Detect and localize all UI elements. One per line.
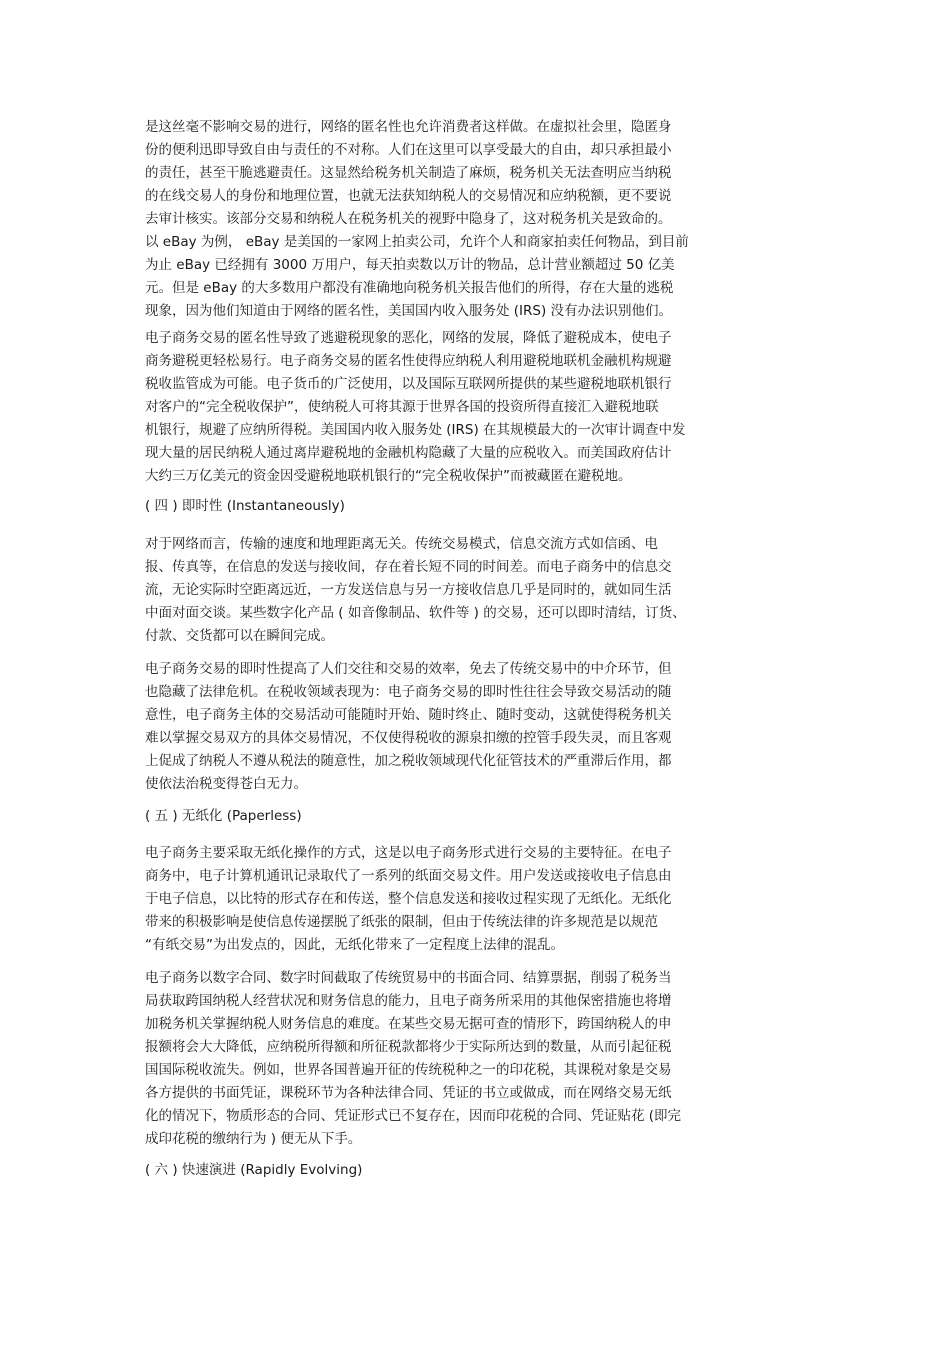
text-line: 是这丝毫不影响交易的进行，网络的匿名性也允许消费者这样做。在虚拟社会里，隐匿身 — [145, 119, 672, 135]
text-line: 意性，电子商务主体的交易活动可能随时开始、随时终止、随时变动，这就使得税务机关 — [145, 707, 672, 723]
text-line: 为止 eBay 已经拥有 3000 万用户，每天拍卖数以万计的物品，总计营业额超过 50 亿美 — [145, 257, 675, 273]
text-line: 电子商务以数字合同、数字时间截取了传统贸易中的书面合同、结算票据，削弱了税务当 — [145, 970, 672, 986]
text-line: 的责任，甚至干脆逃避责任。这显然给税务机关制造了麻烦，税务机关无法查明应当纳税 — [145, 165, 672, 181]
text-line: 中面对面交谈。某些数字化产品 ( 如音像制品、软件等 ) 的交易，还可以即时清结，订货、 — [145, 605, 686, 621]
text-line: 使依法治税变得苍白无力。 — [145, 776, 307, 792]
text-line: 去审计核实。该部分交易和纳税人在税务机关的视野中隐身了，这对税务机关是致命的。 — [145, 211, 672, 227]
text-line: 大约三万亿美元的资金因受避税地联机银行的“完全税收保护”而被藏匿在避税地。 — [145, 468, 632, 484]
text-line: 份的便利迅即导致自由与责任的不对称。人们在这里可以享受最大的自由，却只承担最小 — [145, 142, 672, 158]
text-line: 于电子信息，以比特的形式存在和传送，整个信息发送和接收过程实现了无纸化。无纸化 — [145, 891, 672, 907]
text-line: 商务中，电子计算机通讯记录取代了一系列的纸面交易文件。用户发送或接收电子信息由 — [145, 868, 672, 884]
text-line: 税收监管成为可能。电子货币的广泛使用，以及国际互联网所提供的某些避税地联机银行 — [145, 376, 672, 392]
paragraph-paperless-1 — [145, 842, 672, 957]
paragraph-instantaneous-2 — [145, 658, 672, 796]
text-line: “有纸交易”为出发点的，因此，无纸化带来了一定程度上法律的混乱。 — [145, 937, 564, 953]
text-line: 报额将会大大降低，应纳税所得额和所征税款都将少于实际所达到的数量，从而引起征税 — [145, 1039, 672, 1055]
paragraph-anonymity-ebay — [145, 116, 689, 323]
paragraph-instantaneous-1 — [145, 533, 686, 648]
text-line: 化的情况下，物质形态的合同、凭证形式已不复存在，因而印花税的合同、凭证贴花 (即完 — [145, 1108, 682, 1124]
text-line: 国国际税收流失。例如，世界各国普遍开征的传统税种之一的印花税，其课税对象是交易 — [145, 1062, 672, 1078]
text-line: 对客户的“完全税收保护”，使纳税人可将其源于世界各国的投资所得直接汇入避税地联 — [145, 399, 659, 415]
text-line: 流，无论实际时空距离远近，一方发送信息与另一方接收信息几乎是同时的，就如同生活 — [145, 582, 672, 598]
text-line: 成印花税的缴纳行为 ) 便无从下手。 — [145, 1131, 362, 1147]
text-line: 以 eBay 为例， eBay 是美国的一家网上拍卖公司，允许个人和商家拍卖任何物品，到目前 — [145, 234, 689, 250]
section-heading-rapidly-evolving: ( 六 ) 快速演进 (Rapidly Evolving) — [145, 1162, 363, 1178]
text-line: 上促成了纳税人不遵从税法的随意性，加之税收领域现代化征管技术的严重滞后作用，都 — [145, 753, 672, 769]
text-line: 带来的积极影响是使信息传递摆脱了纸张的限制，但由于传统法律的许多规范是以规范 — [145, 914, 658, 930]
text-line: 商务避税更轻松易行。电子商务交易的匿名性使得应纳税人利用避税地联机金融机构规避 — [145, 353, 672, 369]
text-line: 电子商务交易的匿名性导致了逃避税现象的恶化，网络的发展，降低了避税成本，使电子 — [145, 330, 672, 346]
text-line: 现象，因为他们知道由于网络的匿名性，美国国内收入服务处 (IRS) 没有办法识别他们。 — [145, 303, 673, 319]
text-line: 电子商务交易的即时性提高了人们交往和交易的效率，免去了传统交易中的中介环节，但 — [145, 661, 672, 677]
text-line: 加税务机关掌握纳税人财务信息的难度。在某些交易无据可查的情形下，跨国纳税人的申 — [145, 1016, 672, 1032]
text-line: 报、传真等，在信息的发送与接收间，存在着长短不同的时间差。而电子商务中的信息交 — [145, 559, 672, 575]
text-line: 电子商务主要采取无纸化操作的方式，这是以电子商务形式进行交易的主要特征。在电子 — [145, 845, 672, 861]
text-line: 对于网络而言，传输的速度和地理距离无关。传统交易模式，信息交流方式如信函、电 — [145, 536, 658, 552]
section-heading-paperless: ( 五 ) 无纸化 (Paperless) — [145, 808, 302, 824]
text-line: 机银行，规避了应纳所得税。美国国内收入服务处 (IRS) 在其规模最大的一次审计调查中发 — [145, 422, 686, 438]
text-line: 元。但是 eBay 的大多数用户都没有准确地向税务机关报告他们的所得，存在大量的逃税 — [145, 280, 674, 296]
text-line: 现大量的居民纳税人通过离岸避税地的金融机构隐藏了大量的应税收入。而美国政府估计 — [145, 445, 672, 461]
text-line: 各方提供的书面凭证，课税环节为各种法律合同、凭证的书立或做成，而在网络交易无纸 — [145, 1085, 672, 1101]
text-line: 的在线交易人的身份和地理位置，也就无法获知纳税人的交易情况和应纳税额，更不要说 — [145, 188, 672, 204]
text-line: 也隐藏了法律危机。在税收领域表现为：电子商务交易的即时性往往会导致交易活动的随 — [145, 684, 672, 700]
section-heading-instantaneous: ( 四 ) 即时性 (Instantaneously) — [145, 498, 345, 514]
paragraph-tax-avoidance — [145, 327, 686, 488]
text-line: 难以掌握交易双方的具体交易情况，不仅使得税收的源泉扣缴的控管手段失灵，而且客观 — [145, 730, 672, 746]
paragraph-paperless-2 — [145, 967, 681, 1151]
text-line: 局获取跨国纳税人经营状况和财务信息的能力，且电子商务所采用的其他保密措施也将增 — [145, 993, 672, 1009]
text-line: 付款、交货都可以在瞬间完成。 — [145, 628, 334, 644]
